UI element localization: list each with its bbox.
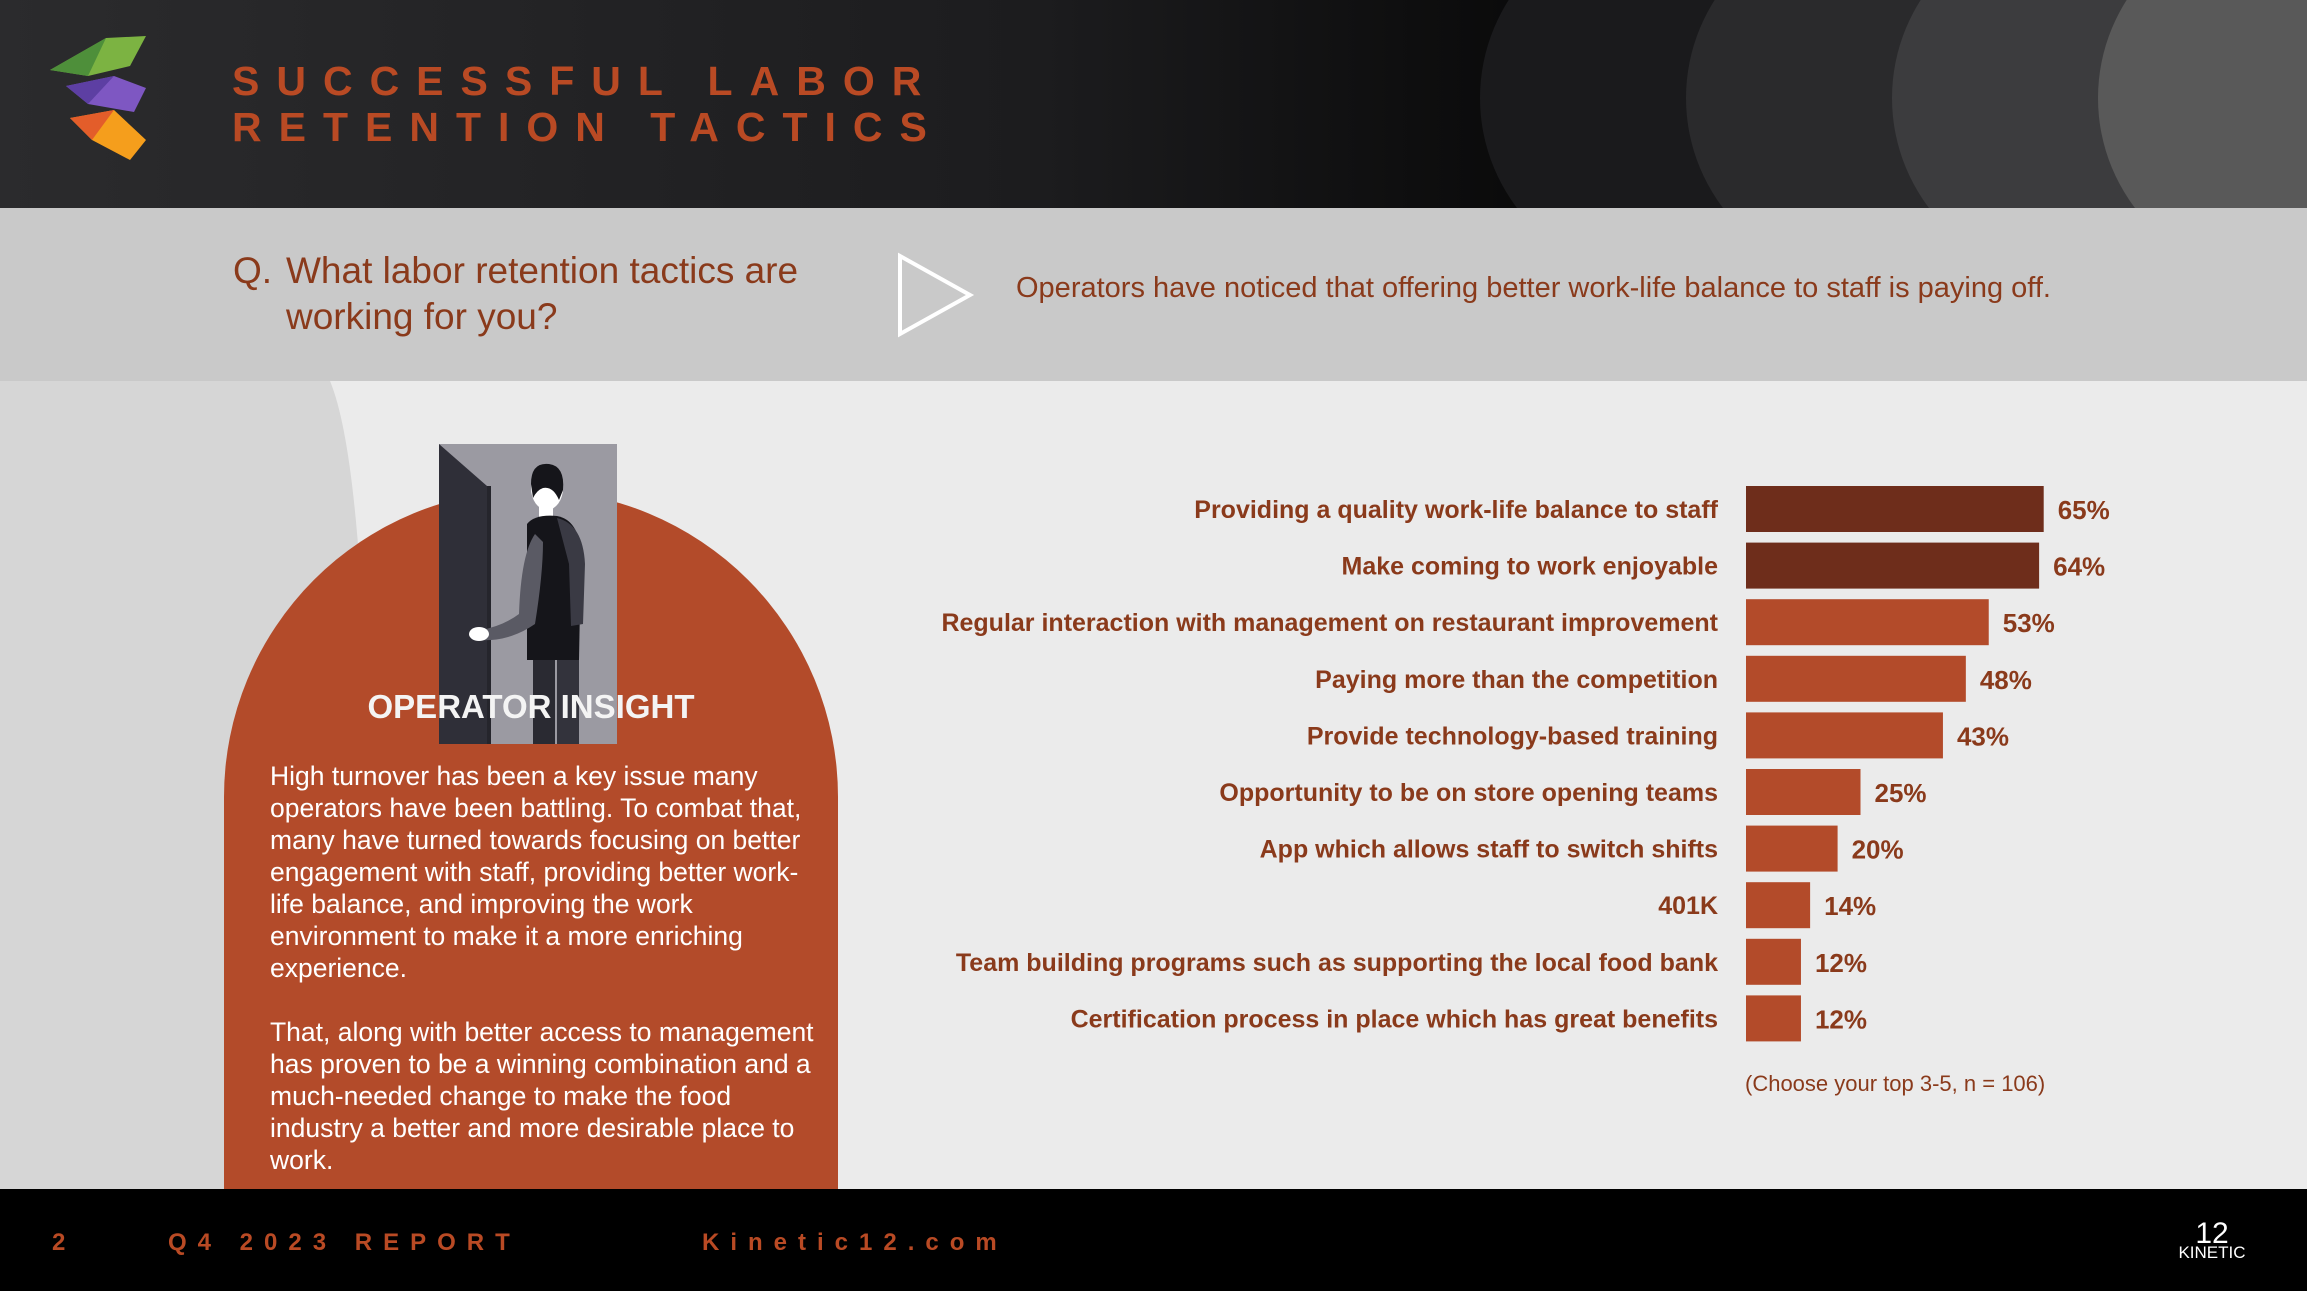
footer <box>0 1189 2307 1291</box>
question-band <box>0 208 2307 381</box>
header-banner <box>0 0 2307 208</box>
bar-value-label: 25% <box>1874 778 1927 808</box>
bar-value-label: 43% <box>1956 721 2009 752</box>
bar <box>1746 939 1801 985</box>
operator-insight-title: OPERATOR INSIGHT <box>367 688 695 725</box>
bar-category-label: App which allows staff to switch shifts <box>1259 835 1718 864</box>
retention-tactics-bar-chart <box>880 470 2180 1050</box>
report-label: Q4 2023 REPORT <box>168 1229 521 1256</box>
page-number: 2 <box>52 1229 77 1256</box>
bar-value-label: 65% <box>2057 495 2110 525</box>
logo-text: KINETIC <box>2178 1243 2246 1262</box>
bar <box>1746 769 1861 815</box>
insight-paragraph-2: That, along with better access to management has proven to be a winning combination and a much-needed change to make the food industry a better and more desirable place to work. <box>270 1017 814 1175</box>
bar-category-label: Providing a quality work-life balance to staff <box>1194 496 1718 524</box>
bar <box>1746 882 1810 928</box>
question-prefix: Q. <box>233 250 273 291</box>
title-line-2: RETENTION TACTICS <box>232 104 944 150</box>
bar-category-label: Opportunity to be on store opening teams <box>1219 779 1718 807</box>
chart-note: (Choose your top 3-5, n = 106) <box>1745 1071 2046 1096</box>
insight-paragraph-1: High turnover has been a key issue many operators have been battling. To combat that, many have turned towards focusing on better engagement with staff, providing better work-life balance, and improving the work environment to make it a more enriching experience. <box>270 761 802 983</box>
bar <box>1746 486 2044 532</box>
page-title <box>232 58 944 150</box>
key-insight: Operators have noticed that offering better work-life balance to staff is paying off. <box>1016 272 2051 304</box>
bar-category-label: Regular interaction with management on restaurant improvement <box>941 609 1718 638</box>
kinetic12-logo-icon <box>2168 1213 2258 1273</box>
bar-value-label: 20% <box>1851 834 1904 865</box>
bar <box>1746 543 2039 589</box>
bar <box>1746 712 1943 758</box>
bar-value-label: 53% <box>2002 608 2055 639</box>
bar <box>1746 995 1801 1041</box>
bar <box>1746 656 1966 702</box>
bar-value-label: 14% <box>1824 891 1877 922</box>
play-arrow-icon <box>896 252 976 338</box>
bar-category-label: Make coming to work enjoyable <box>1341 552 1718 581</box>
bar-category-label: Team building programs such as supporting the local food bank <box>955 948 1718 977</box>
survey-question <box>233 248 893 340</box>
bar-category-label: Provide technology-based training <box>1306 722 1718 751</box>
bar-value-label: 48% <box>1979 664 2032 695</box>
kinetic-prism-logo-icon <box>48 32 153 162</box>
bar-value-label: 12% <box>1814 1004 1868 1035</box>
bar <box>1746 826 1838 872</box>
website-link[interactable]: Kinetic12.com <box>702 1229 1008 1256</box>
logo-number: 12 <box>2195 1217 2229 1250</box>
bar-value-label: 64% <box>2053 551 2106 582</box>
bar-category-label: 401K <box>1658 892 1718 921</box>
bar <box>1746 599 1989 645</box>
bar-category-label: Paying more than the competition <box>1315 665 1718 694</box>
title-line-1: SUCCESSFUL LABOR <box>232 58 939 104</box>
question-text: What labor retention tactics are working for you? <box>286 250 799 337</box>
operator-insight-body <box>270 760 818 1208</box>
bar-value-label: 12% <box>1814 947 1868 978</box>
bar-category-label: Certification process in place which has great benefits <box>1070 1005 1718 1034</box>
